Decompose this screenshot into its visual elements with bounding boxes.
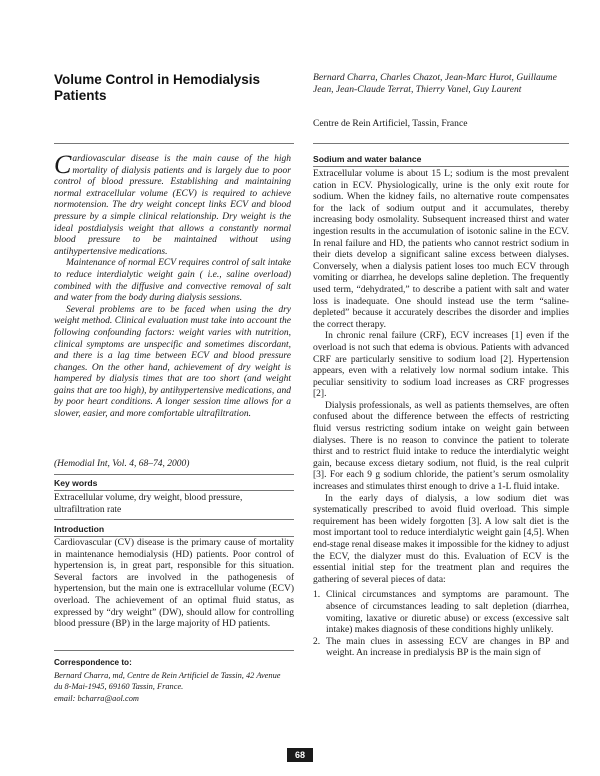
article-affiliation: Centre de Rein Artificiel, Tassin, France [313,118,468,129]
abstract-paragraph-2: Maintenance of normal ECV requires control of salt intake to reduce interdialytic weight gain ( i.e., saline overload) combined with the diffusive and convective removal of salt and water from the body during dialysis sessions. [54,258,291,304]
keywords-heading: Key words [54,478,98,488]
sodium-paragraph-1: Extracellular volume is about 15 L; sodium is the most prevalent cation in ECV. Physiologically, urine is the only exit route for sodium. When the kidney fails, no alternative route compensates for the lack of sodium output and it accumulates, thereby increasing body osmolality. Subsequent increased thirst and water ingestion results in the accumulation of isotonic saline in the ECV. In renal failure and HD, the patients who cannot restrict sodium in their diets develop a significant saline excess between dialyses. Conversely, when a dialysis patient loses too much ECV through vomiting or diarrhea, he develops saline depletion. The frequently used term, “dehydrated,” to describe a patient with salt and water loss is inadequate. One should instead use the term “saline-depleted” because it accurately describes the disorder and implies the correct therapy. [313,169,569,330]
keywords-text: Extracellular volume, dry weight, blood pressure, ultrafiltration rate [54,493,243,515]
sodium-under-rule [313,166,569,167]
list-item: 2. The main clues in assessing ECV are changes in BP and weight. An increase in predialysis BP is the main sign of [313,636,569,659]
sodium-body [313,169,569,660]
correspondence-rule [54,650,294,651]
citation: (Hemodial Int, Vol. 4, 68–74, 2000) [54,459,190,469]
list-item: 1. Clinical circumstances and symptoms are paramount. The absence of circumstances leading to salt depletion (diarrhea, vomiting, laxative or diuretic abuse) or excess (excessive salt intake) makes diagnosis of these conditions highly unlikely. [313,590,569,636]
correspondence-line-1: Bernard Charra, md, Centre de Rein Artificiel de Tassin, 42 Avenue [54,671,281,680]
article-title: Volume Control in Hemodialysis Patients [54,72,261,103]
correspondence-address [54,670,294,704]
abstract-paragraph-3: Several problems are to be faced when using the dry weight method. Clinical evaluation must take into account the following confounding factors: weight varies with nutrition, clinical symptoms are unspecific and sometimes discordant, and there is a lag time between ECV and blood pressure changes. On the other hand, achievement of dry weight is hampered by dialysis times that are too short (and weight gains that are too high), by antihypertensive medications, and by poor heart conditions. A longer session time allows for a slower, easier, and more comfortable ultrafiltration. [54,304,291,420]
sodium-heading: Sodium and water balance [313,154,422,164]
left-title-rule [54,143,294,144]
keywords-rule [54,474,294,475]
abstract-paragraph-1: ardiovascular disease is the main cause of the high mortality of dialysis patients and is largely due to poor control of blood pressure. Establishing and maintaining normal extracellular volume (ECV) is required to achieve normotension. The dry weight concept links ECV and blood pressure by a simple clinical relationship. Dry weight is the ideal postdialysis weight that allows a constantly normal blood pressure to be maintained without using antihypertensive medications. [54,154,291,257]
article-authors: Bernard Charra, Charles Chazot, Jean-Marc Hurot, Guillaume Jean, Jean-Claude Terrat, Thierry Vanel, Guy Laurent [313,72,557,95]
abstract [54,150,291,421]
abstract-dropcap: C [54,150,72,179]
right-title-rule [313,143,569,144]
sodium-paragraph-2: In chronic renal failure (CRF), ECV increases [1] even if the overload is not such that edema is obvious. Patients with advanced CRF are particularly sensitive to sodium load [2]. Hypertension appears, even with a relatively low normal sodium intake. This peculiar sensitivity to sodium load increases as CRF progresses [2]. [313,331,569,400]
page-number: 68 [287,748,313,762]
sodium-paragraph-3: Dialysis professionals, as well as patients themselves, are often confused about the difference between the effects of restricting fluid versus restricting sodium intake on weight gain between dialyses. There is no reason to convince the patient to tolerate thirst and to restrict fluid intake to reduce the interdialytic weight gain, because excess dietary sodium, not fluid, is the real culprit [3]. For each 9 g sodium chloride, the patient’s serum osmolality increases and stimulates thirst enough to drive a 1-L fluid intake. [313,400,569,493]
correspondence-line-2: du 8-Mai-1945, 69160 Tassin, France. [54,682,184,692]
introduction-text: Cardiovascular (CV) disease is the primary cause of mortality in maintenance hemodialysis (HD) patients. Poor control of hypertension is, in great part, responsible for this situation. Several factors are involved in the pathogenesis of hypertension, but the main one is extracellular volume (ECV) overload. The achievement of an optimal fluid status, as expressed by “dry weight” (DW), should allow for controlling blood pressure (BP) in the large majority of HD patients. [54,538,294,630]
introduction-heading: Introduction [54,524,105,534]
intro-rule [54,519,294,520]
correspondence-email: email: bcharra@aol.com [54,693,139,703]
intro-under-rule [54,536,294,537]
keywords-under-rule [54,490,294,491]
ecv-evaluation-list [313,590,569,660]
sodium-paragraph-4: In the early days of dialysis, a low sodium diet was systematically prescribed to avoid fluid overload. This simple requirement has been widely forgotten [3]. A low salt diet is the most important tool to reduce interdialytic weight gain [4,5]. When end-stage renal disease makes it impossible for the kidney to adjust the ECV, the dialyzer must do this. Evaluation of ECV is the essential initial step for the treatment plan and requires the gathering of several pieces of data: [313,493,569,585]
correspondence-heading: Correspondence to: [54,658,132,667]
